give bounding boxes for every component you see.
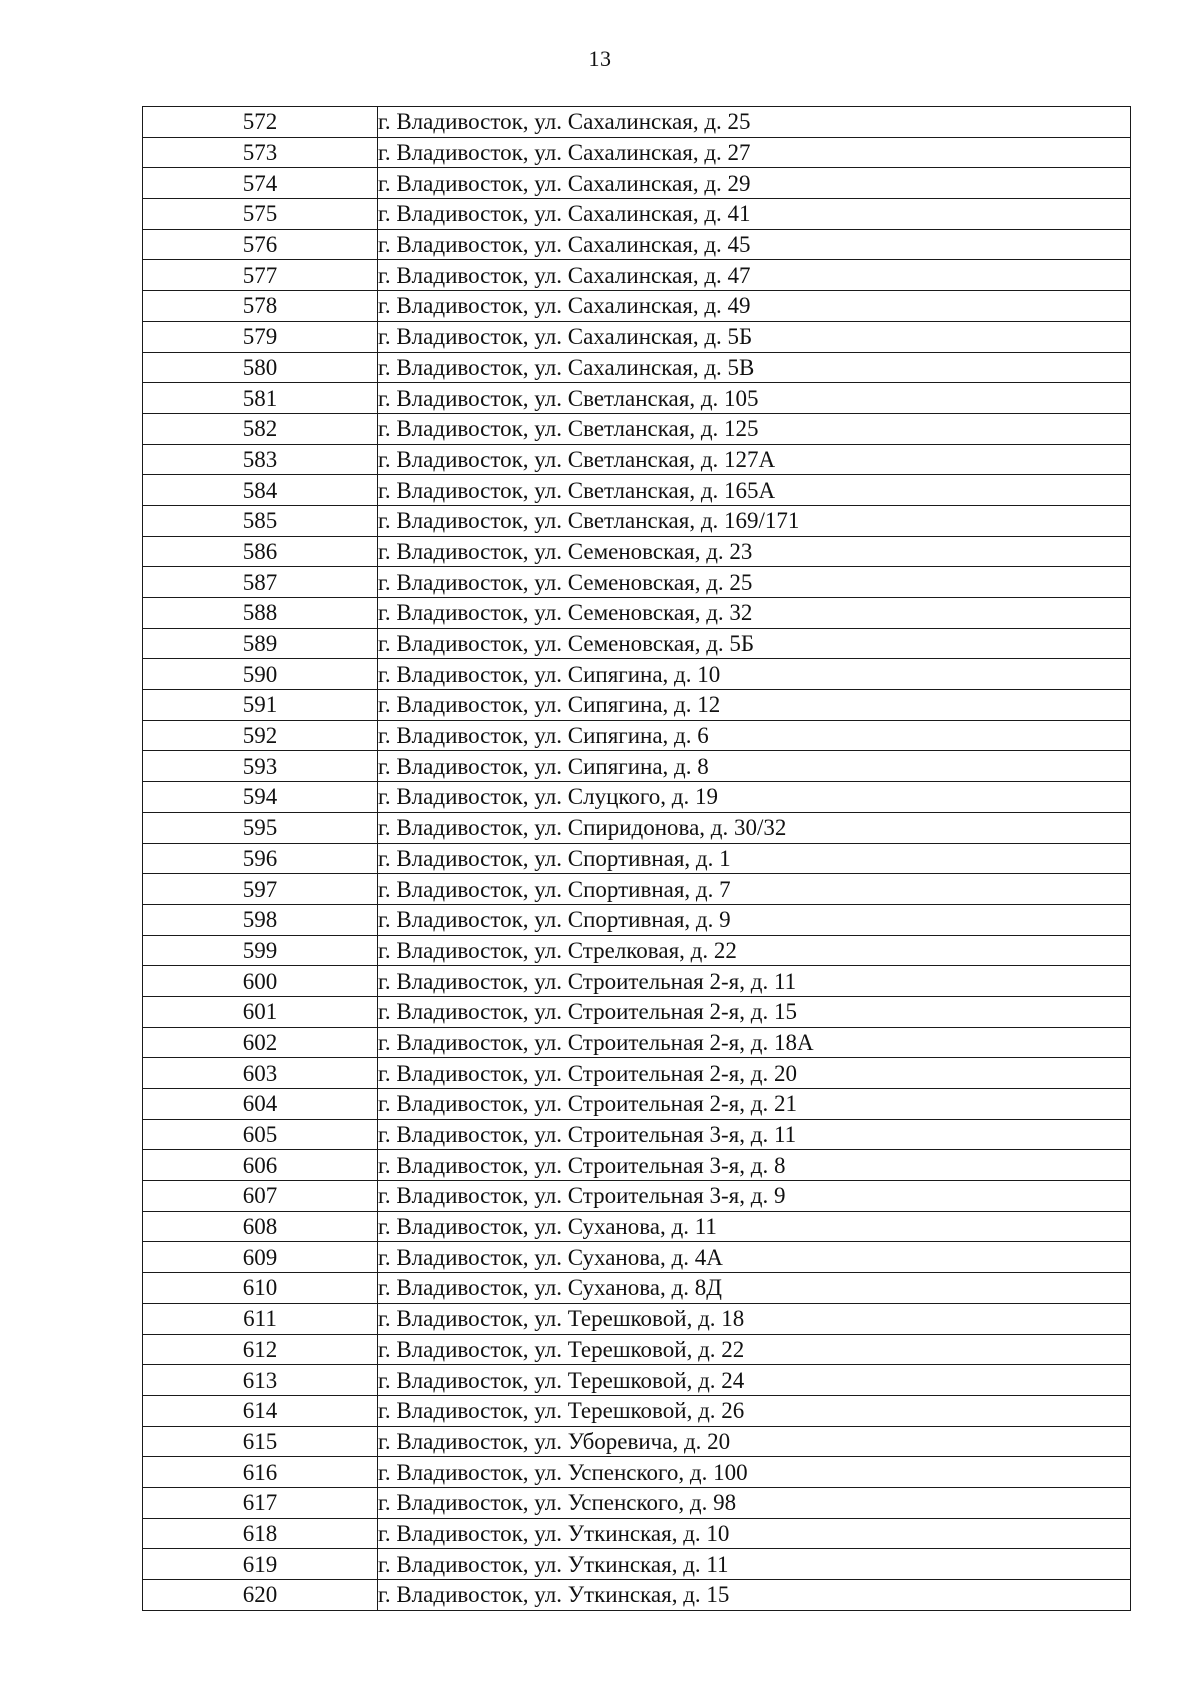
row-number-cell: 576 bbox=[143, 229, 378, 260]
address-cell: г. Владивосток, ул. Строительная 3-я, д. 8 bbox=[378, 1150, 1131, 1181]
row-number-cell: 599 bbox=[143, 935, 378, 966]
table-row bbox=[143, 1580, 1131, 1611]
address-cell: г. Владивосток, ул. Суханова, д. 4А bbox=[378, 1242, 1131, 1273]
address-cell: г. Владивосток, ул. Спортивная, д. 7 bbox=[378, 874, 1131, 905]
row-number-cell: 580 bbox=[143, 352, 378, 383]
row-number-cell: 572 bbox=[143, 107, 378, 138]
address-cell: г. Владивосток, ул. Спиридонова, д. 30/32 bbox=[378, 812, 1131, 843]
address-cell: г. Владивосток, ул. Сипягина, д. 6 bbox=[378, 720, 1131, 751]
address-cell: г. Владивосток, ул. Семеновская, д. 23 bbox=[378, 536, 1131, 567]
address-cell: г. Владивосток, ул. Сахалинская, д. 29 bbox=[378, 168, 1131, 199]
table-row bbox=[143, 352, 1131, 383]
address-cell: г. Владивосток, ул. Сахалинская, д. 45 bbox=[378, 229, 1131, 260]
address-cell: г. Владивосток, ул. Светланская, д. 127А bbox=[378, 444, 1131, 475]
address-cell: г. Владивосток, ул. Уткинская, д. 11 bbox=[378, 1549, 1131, 1580]
row-number-cell: 587 bbox=[143, 567, 378, 598]
table-row bbox=[143, 505, 1131, 536]
row-number-cell: 591 bbox=[143, 690, 378, 721]
address-cell: г. Владивосток, ул. Сахалинская, д. 41 bbox=[378, 199, 1131, 230]
row-number-cell: 609 bbox=[143, 1242, 378, 1273]
row-number-cell: 613 bbox=[143, 1365, 378, 1396]
address-cell: г. Владивосток, ул. Спортивная, д. 9 bbox=[378, 904, 1131, 935]
table-row bbox=[143, 383, 1131, 414]
row-number-cell: 578 bbox=[143, 291, 378, 322]
address-cell: г. Владивосток, ул. Уборевича, д. 20 bbox=[378, 1426, 1131, 1457]
table-row bbox=[143, 935, 1131, 966]
address-cell: г. Владивосток, ул. Светланская, д. 169/171 bbox=[378, 505, 1131, 536]
address-cell: г. Владивосток, ул. Сахалинская, д. 49 bbox=[378, 291, 1131, 322]
table-row bbox=[143, 598, 1131, 629]
row-number-cell: 585 bbox=[143, 505, 378, 536]
table-row bbox=[143, 413, 1131, 444]
row-number-cell: 598 bbox=[143, 904, 378, 935]
address-cell: г. Владивосток, ул. Семеновская, д. 25 bbox=[378, 567, 1131, 598]
row-number-cell: 620 bbox=[143, 1580, 378, 1611]
table-row bbox=[143, 475, 1131, 506]
address-cell: г. Владивосток, ул. Терешковой, д. 22 bbox=[378, 1334, 1131, 1365]
row-number-cell: 584 bbox=[143, 475, 378, 506]
row-number-cell: 573 bbox=[143, 137, 378, 168]
table-row bbox=[143, 843, 1131, 874]
table-row bbox=[143, 812, 1131, 843]
address-table bbox=[142, 106, 1131, 1611]
table-row bbox=[143, 137, 1131, 168]
row-number-cell: 575 bbox=[143, 199, 378, 230]
row-number-cell: 588 bbox=[143, 598, 378, 629]
table-row bbox=[143, 444, 1131, 475]
row-number-cell: 614 bbox=[143, 1395, 378, 1426]
table-row bbox=[143, 1549, 1131, 1580]
address-cell: г. Владивосток, ул. Суханова, д. 11 bbox=[378, 1211, 1131, 1242]
address-cell: г. Владивосток, ул. Терешковой, д. 24 bbox=[378, 1365, 1131, 1396]
table-row bbox=[143, 199, 1131, 230]
address-cell: г. Владивосток, ул. Светланская, д. 165А bbox=[378, 475, 1131, 506]
row-number-cell: 574 bbox=[143, 168, 378, 199]
table-row bbox=[143, 904, 1131, 935]
table-row bbox=[143, 1027, 1131, 1058]
address-cell: г. Владивосток, ул. Сахалинская, д. 47 bbox=[378, 260, 1131, 291]
address-cell: г. Владивосток, ул. Стрелковая, д. 22 bbox=[378, 935, 1131, 966]
table-row bbox=[143, 1211, 1131, 1242]
row-number-cell: 592 bbox=[143, 720, 378, 751]
address-cell: г. Владивосток, ул. Семеновская, д. 5Б bbox=[378, 628, 1131, 659]
row-number-cell: 618 bbox=[143, 1518, 378, 1549]
table-row bbox=[143, 874, 1131, 905]
address-cell: г. Владивосток, ул. Сахалинская, д. 5Б bbox=[378, 321, 1131, 352]
row-number-cell: 579 bbox=[143, 321, 378, 352]
table-row bbox=[143, 260, 1131, 291]
table-row bbox=[143, 628, 1131, 659]
table-row bbox=[143, 1150, 1131, 1181]
table-row bbox=[143, 1487, 1131, 1518]
table-row bbox=[143, 1058, 1131, 1089]
row-number-cell: 590 bbox=[143, 659, 378, 690]
address-cell: г. Владивосток, ул. Светланская, д. 125 bbox=[378, 413, 1131, 444]
table-row bbox=[143, 1089, 1131, 1120]
address-cell: г. Владивосток, ул. Уткинская, д. 10 bbox=[378, 1518, 1131, 1549]
row-number-cell: 586 bbox=[143, 536, 378, 567]
address-cell: г. Владивосток, ул. Сахалинская, д. 25 bbox=[378, 107, 1131, 138]
address-cell: г. Владивосток, ул. Успенского, д. 98 bbox=[378, 1487, 1131, 1518]
address-cell: г. Владивосток, ул. Сипягина, д. 8 bbox=[378, 751, 1131, 782]
table-row bbox=[143, 1119, 1131, 1150]
row-number-cell: 610 bbox=[143, 1273, 378, 1304]
address-cell: г. Владивосток, ул. Семеновская, д. 32 bbox=[378, 598, 1131, 629]
row-number-cell: 583 bbox=[143, 444, 378, 475]
row-number-cell: 601 bbox=[143, 996, 378, 1027]
address-cell: г. Владивосток, ул. Строительная 2-я, д. 11 bbox=[378, 966, 1131, 997]
table-row bbox=[143, 1273, 1131, 1304]
table-row bbox=[143, 1518, 1131, 1549]
table-row bbox=[143, 229, 1131, 260]
address-cell: г. Владивосток, ул. Строительная 2-я, д. 21 bbox=[378, 1089, 1131, 1120]
table-row bbox=[143, 1303, 1131, 1334]
row-number-cell: 597 bbox=[143, 874, 378, 905]
row-number-cell: 604 bbox=[143, 1089, 378, 1120]
table-row bbox=[143, 107, 1131, 138]
address-cell: г. Владивосток, ул. Слуцкого, д. 19 bbox=[378, 782, 1131, 813]
table-row bbox=[143, 720, 1131, 751]
row-number-cell: 582 bbox=[143, 413, 378, 444]
address-cell: г. Владивосток, ул. Строительная 3-я, д. 11 bbox=[378, 1119, 1131, 1150]
row-number-cell: 605 bbox=[143, 1119, 378, 1150]
row-number-cell: 617 bbox=[143, 1487, 378, 1518]
row-number-cell: 615 bbox=[143, 1426, 378, 1457]
table-row bbox=[143, 1395, 1131, 1426]
table-row bbox=[143, 291, 1131, 322]
row-number-cell: 593 bbox=[143, 751, 378, 782]
address-cell: г. Владивосток, ул. Сахалинская, д. 27 bbox=[378, 137, 1131, 168]
address-cell: г. Владивосток, ул. Сипягина, д. 12 bbox=[378, 690, 1131, 721]
address-cell: г. Владивосток, ул. Уткинская, д. 15 bbox=[378, 1580, 1131, 1611]
table-row bbox=[143, 659, 1131, 690]
address-cell: г. Владивосток, ул. Сахалинская, д. 5В bbox=[378, 352, 1131, 383]
table-row bbox=[143, 1181, 1131, 1212]
table-row bbox=[143, 567, 1131, 598]
address-cell: г. Владивосток, ул. Терешковой, д. 26 bbox=[378, 1395, 1131, 1426]
row-number-cell: 612 bbox=[143, 1334, 378, 1365]
table-row bbox=[143, 1457, 1131, 1488]
table-row bbox=[143, 536, 1131, 567]
row-number-cell: 600 bbox=[143, 966, 378, 997]
table-row bbox=[143, 690, 1131, 721]
table-row bbox=[143, 782, 1131, 813]
row-number-cell: 619 bbox=[143, 1549, 378, 1580]
table-row bbox=[143, 321, 1131, 352]
table-row bbox=[143, 168, 1131, 199]
table-row bbox=[143, 751, 1131, 782]
address-cell: г. Владивосток, ул. Успенского, д. 100 bbox=[378, 1457, 1131, 1488]
row-number-cell: 589 bbox=[143, 628, 378, 659]
table-row bbox=[143, 1242, 1131, 1273]
row-number-cell: 611 bbox=[143, 1303, 378, 1334]
address-table-body bbox=[143, 107, 1131, 1611]
address-cell: г. Владивосток, ул. Строительная 2-я, д. 18А bbox=[378, 1027, 1131, 1058]
row-number-cell: 607 bbox=[143, 1181, 378, 1212]
row-number-cell: 603 bbox=[143, 1058, 378, 1089]
address-cell: г. Владивосток, ул. Строительная 2-я, д. 15 bbox=[378, 996, 1131, 1027]
row-number-cell: 594 bbox=[143, 782, 378, 813]
address-cell: г. Владивосток, ул. Терешковой, д. 18 bbox=[378, 1303, 1131, 1334]
row-number-cell: 602 bbox=[143, 1027, 378, 1058]
row-number-cell: 577 bbox=[143, 260, 378, 291]
table-row bbox=[143, 996, 1131, 1027]
table-row bbox=[143, 966, 1131, 997]
row-number-cell: 608 bbox=[143, 1211, 378, 1242]
address-cell: г. Владивосток, ул. Суханова, д. 8Д bbox=[378, 1273, 1131, 1304]
address-cell: г. Владивосток, ул. Строительная 3-я, д. 9 bbox=[378, 1181, 1131, 1212]
address-cell: г. Владивосток, ул. Сипягина, д. 10 bbox=[378, 659, 1131, 690]
row-number-cell: 595 bbox=[143, 812, 378, 843]
table-row bbox=[143, 1334, 1131, 1365]
row-number-cell: 606 bbox=[143, 1150, 378, 1181]
table-row bbox=[143, 1365, 1131, 1396]
page-number: 13 bbox=[588, 46, 612, 71]
row-number-cell: 596 bbox=[143, 843, 378, 874]
table-row bbox=[143, 1426, 1131, 1457]
address-cell: г. Владивосток, ул. Светланская, д. 105 bbox=[378, 383, 1131, 414]
row-number-cell: 581 bbox=[143, 383, 378, 414]
row-number-cell: 616 bbox=[143, 1457, 378, 1488]
address-cell: г. Владивосток, ул. Спортивная, д. 1 bbox=[378, 843, 1131, 874]
address-cell: г. Владивосток, ул. Строительная 2-я, д. 20 bbox=[378, 1058, 1131, 1089]
